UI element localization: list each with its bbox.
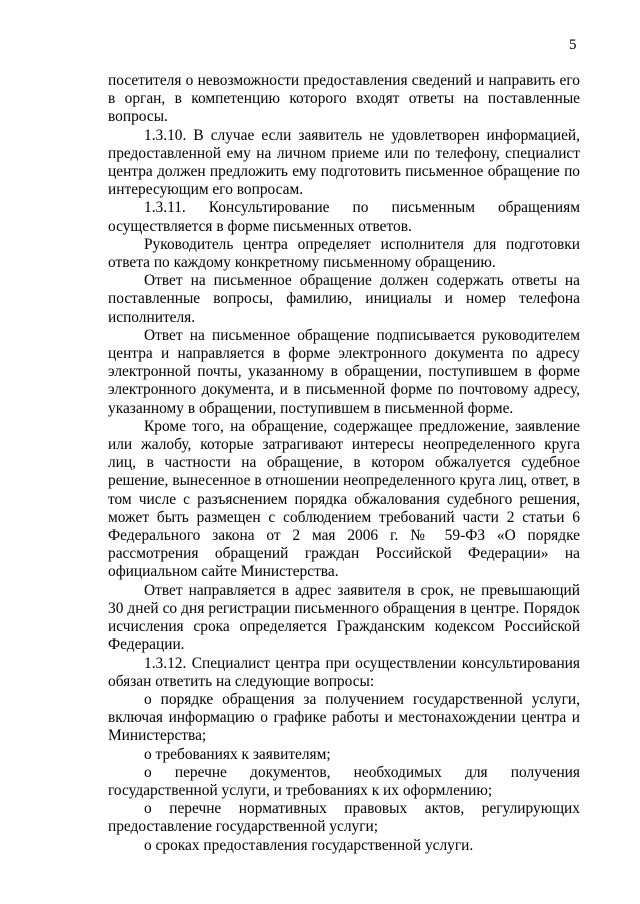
document-body bbox=[108, 72, 580, 855]
list-item: о перечне нормативных правовых актов, регулирующих предоставление государственной услуги; bbox=[108, 800, 580, 836]
paragraph-answer-signing: Ответ на письменное обращение подписывается руководителем центра и направляется в форме электронного документа по адресу электронной почты, указанному в обращении, поступившем в форме электронного документа, и в письменной форме по почтовому адресу, указанному в обращении, поступившем в письменной форме. bbox=[108, 326, 580, 417]
paragraph-executor: Руководитель центра определяет исполнителя для подготовки ответа по каждому конкретному письменному обращению. bbox=[108, 235, 580, 272]
paragraph-publication: Кроме того, на обращение, содержащее предложение, заявление или жалобу, которые затрагивают интересы неопределенного круга лиц, в частности на обращение, в котором обжалуется судебное решение, вынесенное в отношении неопределенного круга лиц, ответ, в том числе с разъяснением порядка обжалования судебного решения, может быть размещен с соблюдением требований части 2 статьи 6 Федерального закона от 2 мая 2006 г. № 59-ФЗ «О порядке рассмотрения обращений граждан Российской Федерации» на официальном сайте Министерства. bbox=[108, 417, 580, 581]
paragraph-answer-content: Ответ на письменное обращение должен содержать ответы на поставленные вопросы, фамилию, инициалы и номер телефона исполнителя. bbox=[108, 272, 580, 326]
list-item: о сроках предоставления государственной услуги. bbox=[144, 836, 474, 854]
paragraph-1-3-11: 1.3.11. Консультирование по письменным обращениям осуществляется в форме письменных ответов. bbox=[108, 199, 580, 235]
paragraph-continuation: посетителя о невозможности предоставления сведений и направить его в орган, в компетенцию которого входят ответы на поставленные вопросы. bbox=[108, 72, 580, 126]
paragraph-1-3-12: 1.3.12. Специалист центра при осуществлении консультирования обязан ответить на следующие вопросы: bbox=[108, 654, 580, 690]
paragraph-deadline: Ответ направляется в адрес заявителя в срок, не превышающий 30 дней со дня регистрации письменного обращения в центре. Порядок исчисления срока определяется Гражданским кодексом Российской Федерации. bbox=[108, 581, 580, 654]
list-item: о требованиях к заявителям; bbox=[144, 745, 331, 763]
paragraph-1-3-10: 1.3.10. В случае если заявитель не удовлетворен информацией, предоставленной ему на личном приеме или по телефону, специалист центра должен предложить ему подготовить письменное обращение по интересующим его вопросам. bbox=[108, 126, 580, 199]
list-item: о порядке обращения за получением государственной услуги, включая информацию о графике работы и местонахождении центра и Министерства; bbox=[108, 690, 580, 745]
page-number: 5 bbox=[569, 37, 577, 53]
list-item: о перечне документов, необходимых для получения государственной услуги, и требованиях к их оформлению; bbox=[108, 763, 580, 799]
